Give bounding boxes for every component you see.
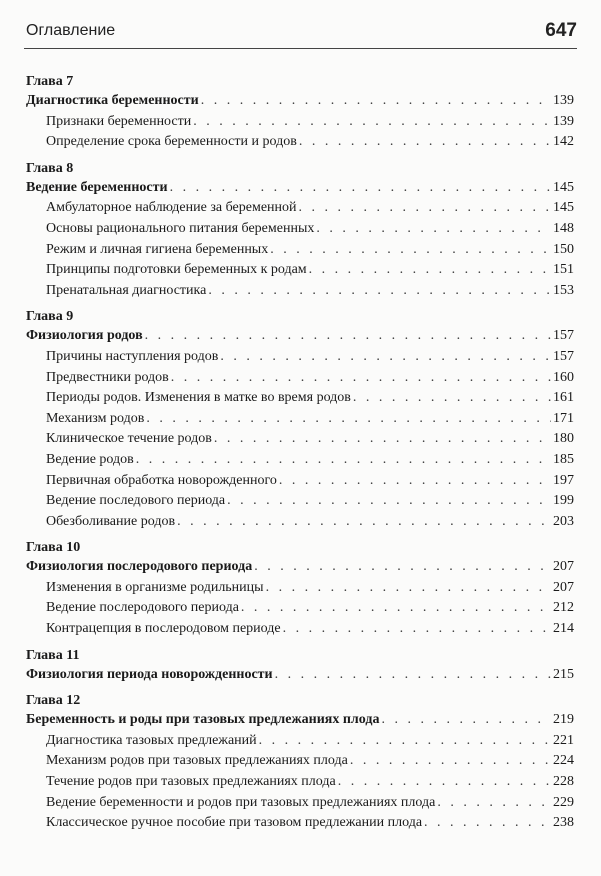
- entry-title: Ведение послеродового периода: [46, 600, 239, 616]
- dot-leader: [259, 731, 551, 752]
- page-ref: 153: [553, 282, 574, 298]
- page-ref: 238: [553, 815, 574, 831]
- dot-leader: [316, 219, 551, 240]
- page-ref: 145: [553, 179, 574, 195]
- page-ref: 148: [553, 220, 574, 236]
- page-ref: 224: [553, 753, 574, 769]
- dot-leader: [201, 91, 551, 112]
- entry-title: Предвестники родов: [46, 369, 169, 385]
- toc-entry: [26, 409, 574, 430]
- page-ref: 228: [553, 774, 574, 790]
- page-ref: 142: [553, 134, 574, 150]
- dot-leader: [338, 772, 551, 793]
- toc-entry: [26, 512, 574, 533]
- page-ref: 197: [553, 472, 574, 488]
- dot-leader: [279, 471, 551, 492]
- dot-leader: [171, 368, 551, 389]
- page-ref: 145: [553, 200, 574, 216]
- toc-chapter: [26, 646, 574, 686]
- toc-entry: [26, 132, 574, 153]
- toc-chapter: [26, 691, 574, 834]
- entry-title: Ведение беременности и родов при тазовых предлежаниях плода: [46, 794, 436, 810]
- entry-title: Клиническое течение родов: [46, 431, 212, 447]
- entry-title: Диагностика тазовых предлежаний: [46, 732, 257, 748]
- page-ref: 171: [553, 410, 574, 426]
- dot-leader: [241, 598, 551, 619]
- toc-chapter: [26, 72, 574, 153]
- toc-chapter: [26, 538, 574, 639]
- dot-leader: [146, 409, 551, 430]
- entry-title: Ведение родов: [46, 451, 134, 467]
- running-title: Оглавление: [26, 22, 116, 39]
- toc-entry: [26, 429, 574, 450]
- entry-title: Принципы подготовки беременных к родам: [46, 262, 307, 278]
- toc-entry: [26, 368, 574, 389]
- page-ref: 160: [553, 369, 574, 385]
- toc-entry: [26, 491, 574, 512]
- entry-title: Амбулаторное наблюдение за беременной: [46, 200, 297, 216]
- dot-leader: [283, 619, 551, 640]
- chapter-title: Диагностика беременности: [26, 93, 199, 108]
- dot-leader: [193, 112, 551, 133]
- entry-title: Механизм родов при тазовых предлежаниях плода: [46, 753, 348, 769]
- entry-title: Режим и личная гигиена беременных: [46, 241, 269, 257]
- chapter-title: Беременность и роды при тазовых предлежаниях плода: [26, 712, 380, 728]
- dot-leader: [353, 388, 551, 409]
- dot-leader: [208, 281, 551, 302]
- chapter-title-row: [26, 557, 574, 578]
- chapter-label: Глава 11: [26, 647, 80, 663]
- dot-leader: [145, 326, 551, 347]
- toc-entry: [26, 598, 574, 619]
- toc-chapter: [26, 307, 574, 532]
- entry-title: Классическое ручное пособие при тазовом предлежании плода: [46, 815, 423, 831]
- page-ref: 229: [553, 794, 574, 810]
- toc-entry: [26, 450, 574, 471]
- chapter-title: Физиология периода новорожденности: [26, 666, 273, 682]
- dot-leader: [437, 793, 551, 814]
- page-ref: 180: [553, 431, 574, 447]
- toc-entry: [26, 813, 574, 834]
- toc-entry: [26, 731, 574, 752]
- toc-entry: [26, 578, 574, 599]
- page-ref: 207: [553, 559, 574, 575]
- chapter-title-row: [26, 178, 574, 199]
- page-ref: 199: [553, 493, 574, 509]
- page-ref: 151: [553, 262, 574, 278]
- entry-title: Механизм родов: [46, 410, 145, 426]
- dot-leader: [170, 178, 551, 199]
- page-ref: 214: [553, 621, 574, 637]
- dot-leader: [136, 450, 551, 471]
- toc-entry: [26, 347, 574, 368]
- dot-leader: [227, 491, 551, 512]
- entry-title: Причины наступления родов: [46, 348, 219, 364]
- page-ref: 207: [553, 579, 574, 595]
- page-ref: 203: [553, 513, 574, 529]
- page-ref: 157: [553, 328, 574, 344]
- chapter-title-row: [26, 326, 574, 347]
- toc-entry: [26, 260, 574, 281]
- chapter-title: Физиология послеродового периода: [26, 559, 253, 575]
- toc-entry: [26, 112, 574, 133]
- toc-entry: [26, 198, 574, 219]
- page-ref: 139: [553, 93, 574, 108]
- page-ref: 161: [553, 390, 574, 406]
- page-ref: 221: [553, 732, 574, 748]
- dot-leader: [266, 578, 551, 599]
- dot-leader: [275, 665, 551, 686]
- dot-leader: [254, 557, 551, 578]
- dot-leader: [424, 813, 551, 834]
- entry-title: Определение срока беременности и родов: [46, 134, 297, 150]
- toc-entry: [26, 793, 574, 814]
- toc-entry: [26, 240, 574, 261]
- dot-leader: [381, 710, 551, 731]
- toc-entry: [26, 619, 574, 640]
- header-rule: [24, 48, 577, 49]
- entry-title: Периоды родов. Изменения в матке во время родов: [46, 390, 351, 406]
- page-ref: 212: [553, 600, 574, 616]
- toc-entry: [26, 281, 574, 302]
- chapter-label: Глава 7: [26, 74, 74, 89]
- entry-title: Течение родов при тазовых предлежаниях плода: [46, 774, 336, 790]
- dot-leader: [350, 751, 551, 772]
- dot-leader: [309, 260, 551, 281]
- entry-title: Первичная обработка новорожденного: [46, 472, 277, 488]
- dot-leader: [270, 240, 551, 261]
- dot-leader: [177, 512, 551, 533]
- page-ref: 157: [553, 348, 574, 364]
- dot-leader: [299, 198, 551, 219]
- entry-title: Контрацепция в послеродовом периоде: [46, 621, 281, 637]
- dot-leader: [214, 429, 551, 450]
- chapter-title-row: [26, 710, 574, 731]
- chapter-title: Физиология родов: [26, 328, 143, 344]
- chapter-title-row: [26, 91, 574, 112]
- entry-title: Основы рационального питания беременных: [46, 220, 315, 236]
- page-ref: 219: [553, 712, 574, 728]
- entry-title: Пренатальная диагностика: [46, 282, 207, 298]
- entry-title: Ведение последового периода: [46, 493, 226, 509]
- toc-entry: [26, 471, 574, 492]
- page-ref: 185: [553, 451, 574, 467]
- page-header: [0, 0, 601, 52]
- chapter-title: Ведение беременности: [26, 179, 168, 195]
- entry-title: Признаки беременности: [46, 113, 192, 129]
- table-of-contents: [26, 72, 574, 840]
- chapter-label: Глава 12: [26, 693, 81, 709]
- chapter-label: Глава 8: [26, 160, 74, 176]
- page-number: 647: [545, 20, 577, 41]
- toc-entry: [26, 388, 574, 409]
- toc-entry: [26, 751, 574, 772]
- chapter-label: Глава 10: [26, 540, 81, 556]
- entry-title: Обезболивание родов: [46, 513, 176, 529]
- page-ref: 139: [553, 113, 574, 129]
- entry-title: Изменения в организме родильницы: [46, 579, 264, 595]
- dot-leader: [220, 347, 551, 368]
- chapter-label: Глава 9: [26, 309, 74, 325]
- dot-leader: [299, 132, 551, 153]
- toc-entry: [26, 772, 574, 793]
- toc-chapter: [26, 159, 574, 302]
- toc-entry: [26, 219, 574, 240]
- page-ref: 215: [553, 666, 574, 682]
- page-ref: 150: [553, 241, 574, 257]
- chapter-title-row: [26, 665, 574, 686]
